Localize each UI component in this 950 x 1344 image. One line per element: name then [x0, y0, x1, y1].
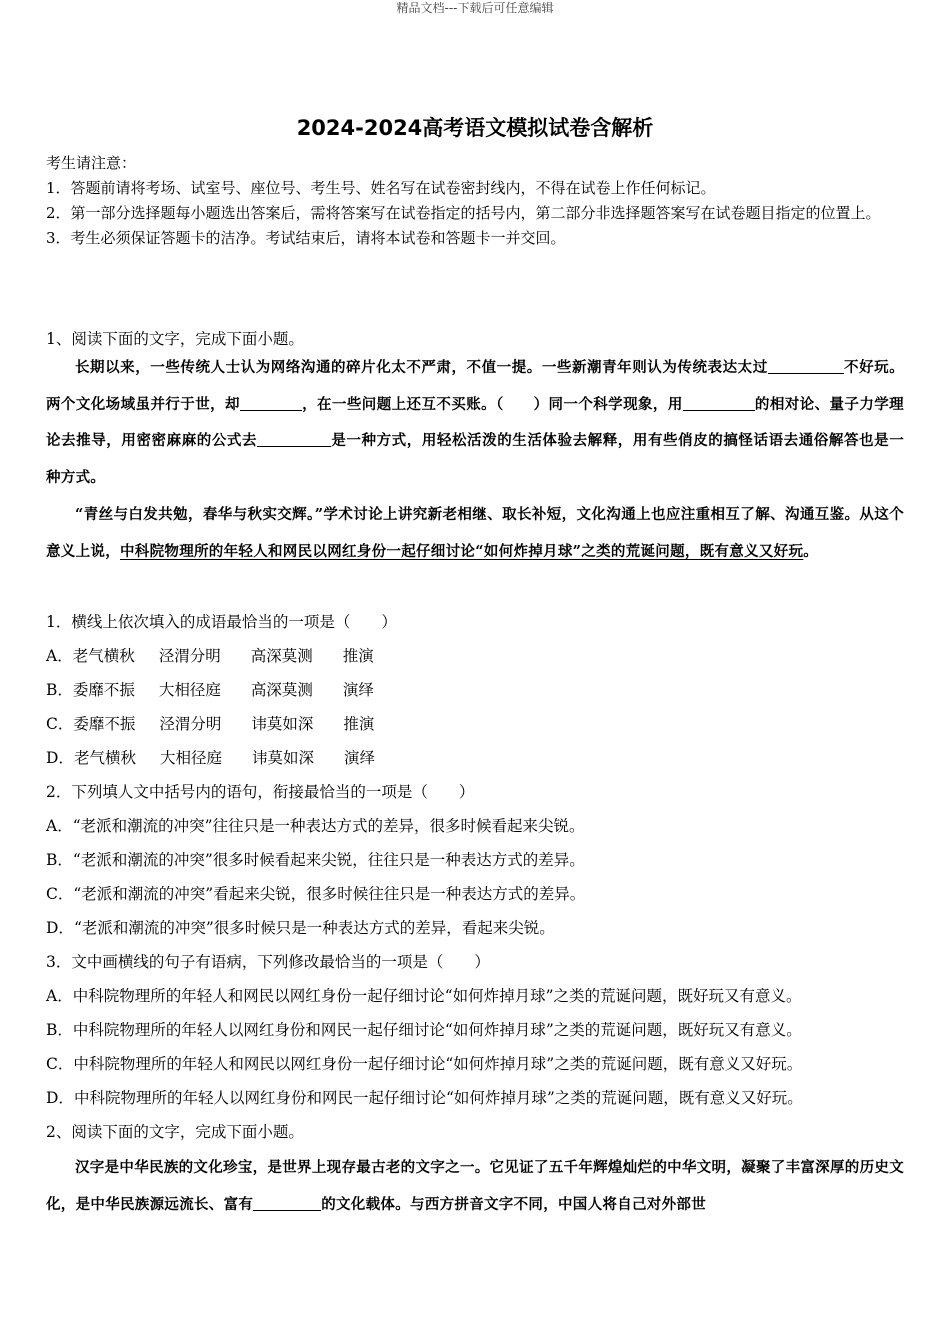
passage-text: 的文化载体。与西方拼音文字不同，中国人将自己对外部世 — [321, 1195, 707, 1213]
fill-blank — [683, 395, 715, 411]
section2-heading: 2、阅读下面的文字，完成下面小题。 — [46, 1123, 304, 1141]
fill-blank — [253, 1195, 321, 1211]
notice-item: 1．答题前请将考场、试室号、座位号、考生号、姓名写在试卷密封线内，不得在试卷上作任何标记。 — [46, 179, 716, 197]
passage-text: 汉字是中华民族的文化珍宝，是世界上现存最古老的文字之一。它见证了五千年辉煌灿烂的中华文明，凝聚了丰富深厚的历史文化，是中华民族源远流长、富有 — [46, 1159, 904, 1213]
page-header-watermark: 精品文档---下载后可任意编辑 — [396, 1, 554, 15]
option-d[interactable]: D．老气横秋 大相径庭 讳莫如深 演绎 — [46, 749, 375, 767]
exam-notice — [46, 151, 904, 251]
question-stem: 1．横线上依次填入的成语最恰当的一项是（ ） — [46, 613, 397, 631]
section1-heading: 1、阅读下面的文字，完成下面小题。 — [46, 330, 304, 348]
option-d[interactable]: D．“老派和潮流的冲突”很多时候只是一种表达方式的差异，看起来尖锐。 — [46, 919, 555, 937]
option-c[interactable]: C．委靡不振 泾渭分明 讳莫如深 推演 — [46, 715, 375, 733]
option-c[interactable]: C．“老派和潮流的冲突”看起来尖锐，很多时候往往只是一种表达方式的差异。 — [46, 885, 586, 903]
section1-passage-para1 — [46, 350, 904, 496]
fill-blank — [257, 432, 331, 448]
notice-item: 2．第一部分选择题每小题选出答案后，需将答案写在试卷指定的括号内，第二部分非选择题答案写在试卷题目指定的位置上。 — [46, 204, 881, 222]
option-b[interactable]: B．委靡不振 大相径庭 高深莫测 演绎 — [46, 681, 374, 699]
passage-text: 。 — [803, 542, 819, 560]
notice-heading: 考生请注意： — [46, 154, 137, 172]
underlined-sentence: 中科院物理所的年轻人和网民以网红身份一起仔细讨论“如何炸掉月球”之类的荒诞问题，既有意义又好玩 — [120, 542, 804, 560]
section2-passage-para1 — [46, 1150, 904, 1223]
option-a[interactable]: A．老气横秋 泾渭分明 高深莫测 推演 — [46, 647, 374, 665]
option-b[interactable]: B．“老派和潮流的冲突”很多时候看起来尖锐，往往只是一种表达方式的差异。 — [46, 851, 585, 869]
option-a[interactable]: A．中科院物理所的年轻人和网民以网红身份一起仔细讨论“如何炸掉月球”之类的荒诞问题，既好玩又有意义。 — [46, 987, 802, 1005]
question-stem: 2．下列填人文中括号内的语句，衔接最恰当的一项是（ ） — [46, 783, 475, 801]
passage-text: ，在一些问题上还互不买账。（ ）同一个科学现象，用 — [301, 395, 683, 413]
fill-blank-cont — [715, 395, 755, 411]
section1-passage-para2 — [46, 497, 904, 570]
option-d[interactable]: D．中科院物理所的年轻人以网红身份和网民一起仔细讨论“如何炸掉月球”之类的荒诞问题，既有意义又好玩。 — [46, 1089, 803, 1107]
question-1 — [46, 605, 904, 1149]
passage-text: 是一种方式，用轻松活泼的生活体验去解释，用有些俏皮的搞怪话语去通俗解答也是一种方式。 — [46, 432, 904, 486]
option-c[interactable]: C．中科院物理所的年轻人和网民以网红身份一起仔细讨论“如何炸掉月球”之类的荒诞问题，既有意义又好玩。 — [46, 1055, 803, 1073]
page-title: 2024-2024高考语文模拟试卷含解析 — [296, 116, 654, 140]
passage-text: 的相对论、量子力学理论去推导，用密密麻麻的公式去 — [46, 395, 904, 449]
option-b[interactable]: B．中科院物理所的年轻人以网红身份和网民一起仔细讨论“如何炸掉月球”之类的荒诞问题，既好玩又有意义。 — [46, 1021, 802, 1039]
passage-text: 不好玩。两个文化场域虽并行于世，却 — [46, 359, 905, 413]
fill-blank — [768, 359, 820, 375]
fill-blank-cont — [820, 359, 844, 375]
option-a[interactable]: A．“老派和潮流的冲突”往往只是一种表达方式的差异，很多时候看起来尖锐。 — [46, 817, 585, 835]
passage-text: “青丝与白发共勉，春华与秋实交辉。”学术讨论上讲究新老相继、取长补短，文化沟通上也应注重相互了解、沟通互鉴。从这个意义上说， — [46, 506, 904, 560]
question-stem: 3．文中画横线的句子有语病，下列修改最恰当的一项是（ ） — [46, 953, 490, 971]
passage-text: 长期以来，一些传统人士认为网络沟通的碎片化太不严肃，不值一提。一些新潮青年则认为传统表达太过 — [75, 359, 768, 376]
notice-item: 3．考生必须保证答题卡的洁净。考试结束后，请将本试卷和答题卡一并交回。 — [46, 229, 566, 247]
fill-blank — [240, 395, 302, 411]
